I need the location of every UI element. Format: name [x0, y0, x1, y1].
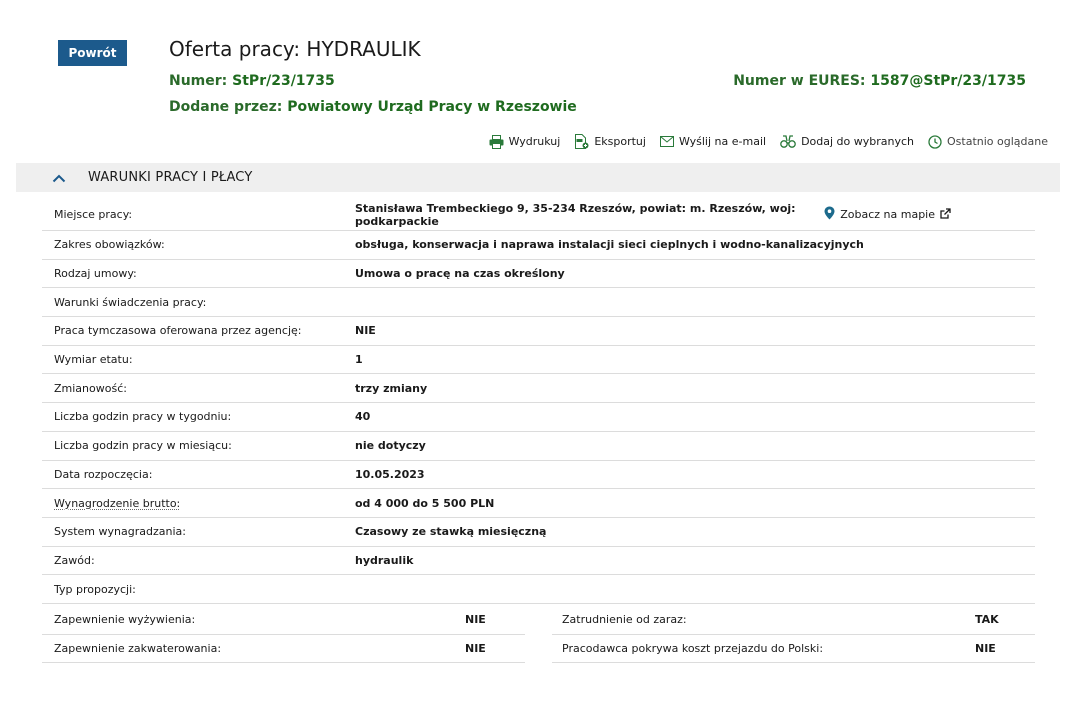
- work-conditions-table: [42, 199, 1035, 604]
- action-toolbar: [489, 134, 1048, 149]
- pdf-export-icon: [574, 134, 589, 149]
- table-row: [42, 260, 1035, 289]
- row-label: Zawód:: [54, 553, 95, 567]
- eures-number-label: Numer w EURES:: [733, 73, 866, 89]
- section-title: WARUNKI PRACY I PŁACY: [88, 170, 253, 185]
- benefit-label: Zapewnienie wyżywienia:: [54, 613, 196, 627]
- benefit-label: Zatrudnienie od zaraz:: [562, 613, 687, 627]
- table-row: [42, 231, 1035, 260]
- map-link-label: Zobacz na mapie: [840, 208, 935, 221]
- row-label: Data rozpoczęcia:: [54, 467, 153, 481]
- row-value: trzy zmiany: [355, 381, 428, 395]
- row-value: 1: [355, 353, 363, 367]
- table-row: [42, 489, 1035, 518]
- table-row: [42, 317, 1035, 346]
- favorite-label: Dodaj do wybranych: [801, 135, 915, 148]
- recent-action[interactable]: [928, 135, 1048, 149]
- binoculars-icon: [780, 135, 796, 148]
- table-row: [42, 288, 1035, 317]
- row-label: Zakres obowiązków:: [54, 238, 165, 252]
- row-label: Praca tymczasowa oferowana przez agencję:: [54, 324, 302, 338]
- benefit-value: TAK: [975, 613, 999, 627]
- export-action[interactable]: [574, 134, 646, 149]
- row-label: Rodzaj umowy:: [54, 267, 137, 281]
- table-row: [42, 346, 1035, 375]
- row-value: obsługa, konserwacja i naprawa instalacji sieci cieplnych i wodno-kanalizacyjnych: [355, 238, 864, 252]
- row-label: Liczba godzin pracy w miesiącu:: [54, 439, 232, 453]
- row-label: Warunki świadczenia pracy:: [54, 295, 207, 309]
- benefits-grid: [42, 606, 1035, 663]
- benefit-value: NIE: [975, 642, 996, 656]
- back-button[interactable]: Powrót: [58, 40, 127, 66]
- row-value: hydraulik: [355, 553, 414, 567]
- benefit-cell: [42, 606, 525, 635]
- row-value: od 4 000 do 5 500 PLN: [355, 496, 495, 510]
- table-row: [42, 374, 1035, 403]
- map-pin-icon: [824, 206, 835, 223]
- row-label: Typ propozycji:: [54, 582, 136, 596]
- row-label: Wymiar etatu:: [54, 353, 133, 367]
- table-row: [42, 518, 1035, 547]
- external-link-icon: [940, 208, 951, 222]
- export-label: Eksportuj: [594, 135, 646, 148]
- row-value: Umowa o pracę na czas określony: [355, 267, 565, 281]
- benefit-label: Pracodawca pokrywa koszt przejazdu do Polski:: [562, 642, 824, 656]
- added-by: [169, 99, 577, 115]
- table-row: [42, 199, 1035, 231]
- benefits-row: [42, 606, 1035, 635]
- row-value: nie dotyczy: [355, 439, 426, 453]
- benefit-value: NIE: [465, 642, 486, 656]
- row-value: 10.05.2023: [355, 467, 425, 481]
- print-action[interactable]: [489, 135, 561, 149]
- email-label: Wyślij na e-mail: [678, 135, 767, 148]
- offer-number-label: Numer:: [169, 73, 228, 89]
- favorite-action[interactable]: [780, 135, 914, 148]
- benefits-row: [42, 635, 1035, 664]
- table-row: [42, 575, 1035, 604]
- envelope-icon: [660, 136, 674, 147]
- eures-number: [733, 73, 1026, 89]
- print-label: Wydrukuj: [508, 135, 561, 148]
- benefit-label: Zapewnienie zakwaterowania:: [54, 642, 222, 656]
- row-value: 40: [355, 410, 371, 424]
- view-on-map-link[interactable]: [824, 206, 951, 223]
- offer-number: [169, 73, 335, 89]
- offer-number-value: StPr/23/1735: [232, 73, 335, 89]
- benefit-cell: [552, 606, 1035, 635]
- chevron-up-icon: [52, 168, 66, 187]
- table-row: [42, 461, 1035, 490]
- recent-label: Ostatnio oglądane: [947, 135, 1048, 148]
- salary-label-tooltip[interactable]: Wynagrodzenie brutto:: [54, 496, 181, 510]
- row-label: Liczba godzin pracy w tygodniu:: [54, 410, 232, 424]
- table-row: [42, 403, 1035, 432]
- table-row: [42, 432, 1035, 461]
- benefit-value: NIE: [465, 613, 486, 627]
- section-toggle-work-conditions[interactable]: [16, 163, 1060, 192]
- added-by-value: Powiatowy Urząd Pracy w Rzeszowie: [287, 99, 577, 115]
- row-value: Stanisława Trembeckiego 9, 35-234 Rzeszów, powiat: m. Rzeszów, woj: podkarpackie: [355, 201, 796, 228]
- benefit-cell: [552, 635, 1035, 664]
- email-action[interactable]: [660, 135, 766, 148]
- clock-icon: [928, 135, 942, 149]
- benefit-cell: [42, 635, 525, 664]
- eures-number-value: 1587@StPr/23/1735: [870, 73, 1026, 89]
- row-value: Czasowy ze stawką miesięczną: [355, 525, 547, 539]
- row-label: Miejsce pracy:: [54, 208, 133, 221]
- row-value: NIE: [355, 324, 376, 338]
- table-row: [42, 547, 1035, 576]
- row-label: System wynagradzania:: [54, 525, 186, 539]
- printer-icon: [489, 135, 504, 149]
- row-label: Zmianowość:: [54, 381, 127, 395]
- added-by-label: Dodane przez:: [169, 99, 283, 115]
- page-title: Oferta pracy: HYDRAULIK: [169, 37, 421, 61]
